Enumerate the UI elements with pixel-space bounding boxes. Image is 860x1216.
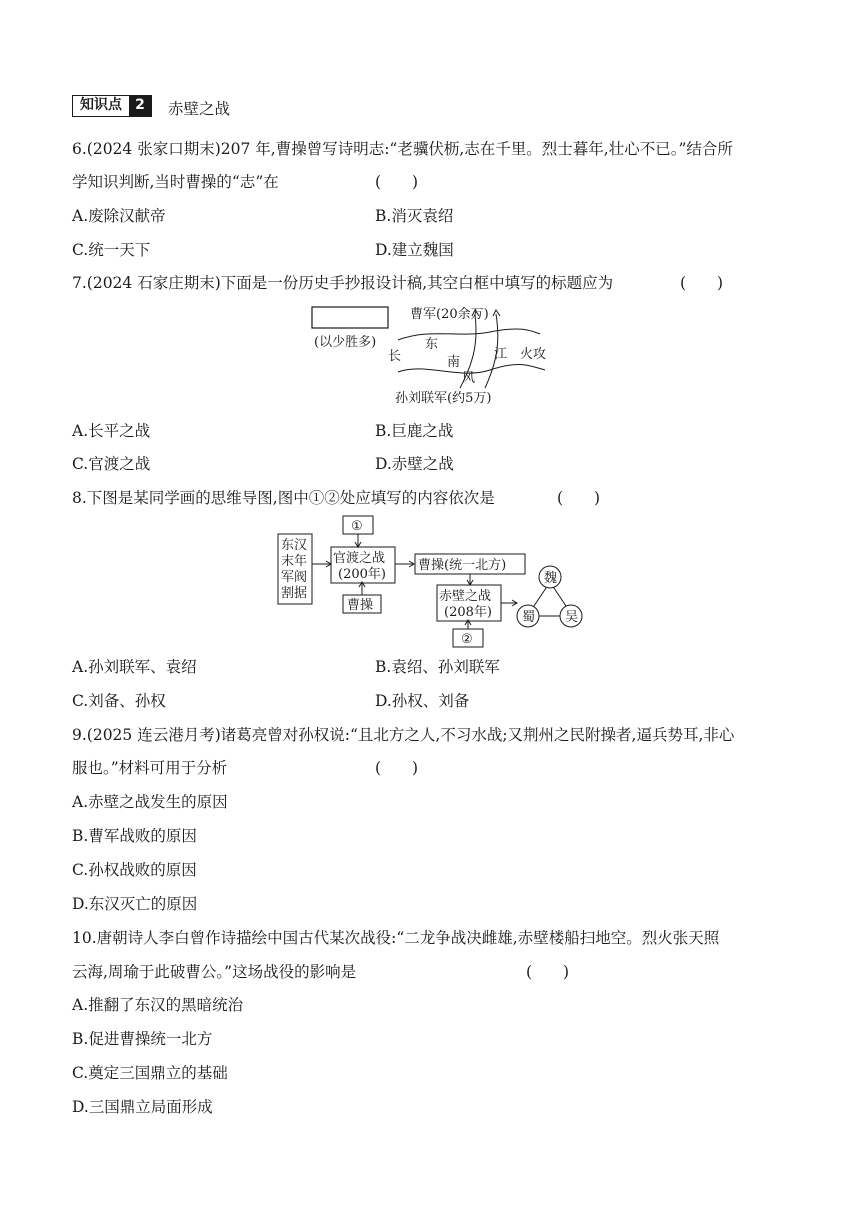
q7-diagram	[300, 300, 560, 410]
q10-option-c[interactable]: C.奠定三国鼎立的基础	[72, 1064, 228, 1082]
q10-option-b[interactable]: B.促进曹操统一北方	[72, 1030, 213, 1048]
q7-fire-attack: 火攻	[520, 347, 547, 362]
q7-answer-paren: ( )	[680, 274, 724, 292]
q7-label-nan: 南	[447, 355, 461, 370]
q7-label-feng: 风	[462, 371, 476, 386]
q8-start-line1: 东汉	[281, 538, 308, 553]
q8-answer-paren: ( )	[557, 489, 601, 507]
q8-mind-map	[270, 512, 590, 652]
q7-option-d[interactable]: D.赤壁之战	[375, 455, 454, 473]
q10-answer-paren: ( )	[526, 963, 570, 981]
q6-answer-paren: ( )	[375, 173, 419, 191]
q6-option-c[interactable]: C.统一天下	[72, 241, 151, 259]
q8-guandu-line2: (200年)	[338, 567, 386, 582]
q9-answer-paren: ( )	[375, 759, 419, 777]
q8-option-c[interactable]: C.刘备、孙权	[72, 692, 166, 710]
q6-stem-line1: 6.(2024 张家口期末)207 年,曹操曾写诗明志:“老骥伏枥,志在千里。烈士暮年,壮心不已。”结合所	[72, 140, 733, 158]
q6-option-a[interactable]: A.废除汉献帝	[72, 207, 166, 225]
q8-wu: 吴	[565, 610, 579, 625]
q8-start-line3: 军阀	[281, 570, 308, 585]
q7-option-b[interactable]: B.巨鹿之战	[375, 422, 454, 440]
q8-start-line4: 割据	[281, 586, 308, 601]
q7-stem-line1: 7.(2024 石家庄期末)下面是一份历史手抄报设计稿,其空白框中填写的标题应为	[72, 274, 614, 292]
q9-option-c[interactable]: C.孙权战败的原因	[72, 861, 197, 879]
q6-option-b[interactable]: B.消灭袁绍	[375, 207, 454, 225]
q6-stem-line2: 学知识判断,当时曹操的“志”在	[72, 173, 279, 191]
q10-option-a[interactable]: A.推翻了东汉的黑暗统治	[72, 996, 244, 1014]
q10-option-d[interactable]: D.三国鼎立局面形成	[72, 1098, 213, 1116]
q8-marker1: ①	[351, 519, 363, 534]
q7-label-dong: 东	[425, 337, 439, 352]
q8-wei: 魏	[544, 571, 558, 586]
q6-option-d[interactable]: D.建立魏国	[375, 241, 454, 259]
q8-stem-line1: 8.下图是某同学画的思维导图,图中①②处应填写的内容依次是	[72, 489, 495, 507]
q9-stem-line2: 服也。”材料可用于分析	[72, 759, 228, 777]
q9-option-d[interactable]: D.东汉灭亡的原因	[72, 895, 198, 913]
q7-cao-army: 曹军(20余万)	[410, 307, 489, 322]
q8-chibi-line1: 赤壁之战	[439, 589, 492, 604]
q9-stem-line1: 9.(2025 连云港月考)诸葛亮曾对孙权说:“且北方之人,不习水战;又荆州之民附操者,逼兵势耳,非心	[72, 726, 735, 744]
q7-label-chang: 长	[388, 349, 402, 364]
q10-stem-line1: 10.唐朝诗人李白曾作诗描绘中国古代某次战役:“二龙争战决雌雄,赤壁楼船扫地空。烈火张天照	[72, 929, 720, 947]
q8-guandu-line1: 官渡之战	[333, 551, 386, 566]
q10-stem-line2: 云海,周瑜于此破曹公。”这场战役的影响是	[72, 963, 357, 981]
q7-label-jiang: 江	[494, 347, 508, 362]
q9-option-a[interactable]: A.赤壁之战发生的原因	[72, 793, 228, 811]
badge-number: 2	[129, 96, 151, 116]
q8-option-b[interactable]: B.袁绍、孙刘联军	[375, 658, 500, 676]
section-title: 赤壁之战	[168, 100, 231, 118]
q7-sun-liu-army: 孙刘联军(约5万)	[395, 391, 492, 406]
knowledge-point-badge	[72, 95, 152, 117]
q8-caocao-north: 曹操(统一北方)	[418, 558, 507, 573]
q8-start-line2: 末年	[281, 554, 308, 569]
q7-subtitle: (以少胜多)	[314, 335, 377, 350]
q7-option-c[interactable]: C.官渡之战	[72, 455, 151, 473]
q7-blank-title-box	[312, 307, 388, 328]
q8-chibi-line2: (208年)	[444, 605, 492, 620]
q8-option-a[interactable]: A.孙刘联军、袁绍	[72, 658, 197, 676]
q9-option-b[interactable]: B.曹军战败的原因	[72, 827, 197, 845]
q7-option-a[interactable]: A.长平之战	[72, 422, 151, 440]
q8-marker2: ②	[461, 632, 473, 647]
badge-label: 知识点	[73, 96, 129, 116]
q8-shu: 蜀	[522, 610, 536, 625]
q8-caocao: 曹操	[347, 598, 374, 613]
q8-option-d[interactable]: D.孙权、刘备	[375, 692, 470, 710]
q7-river-bank-top	[398, 329, 540, 340]
